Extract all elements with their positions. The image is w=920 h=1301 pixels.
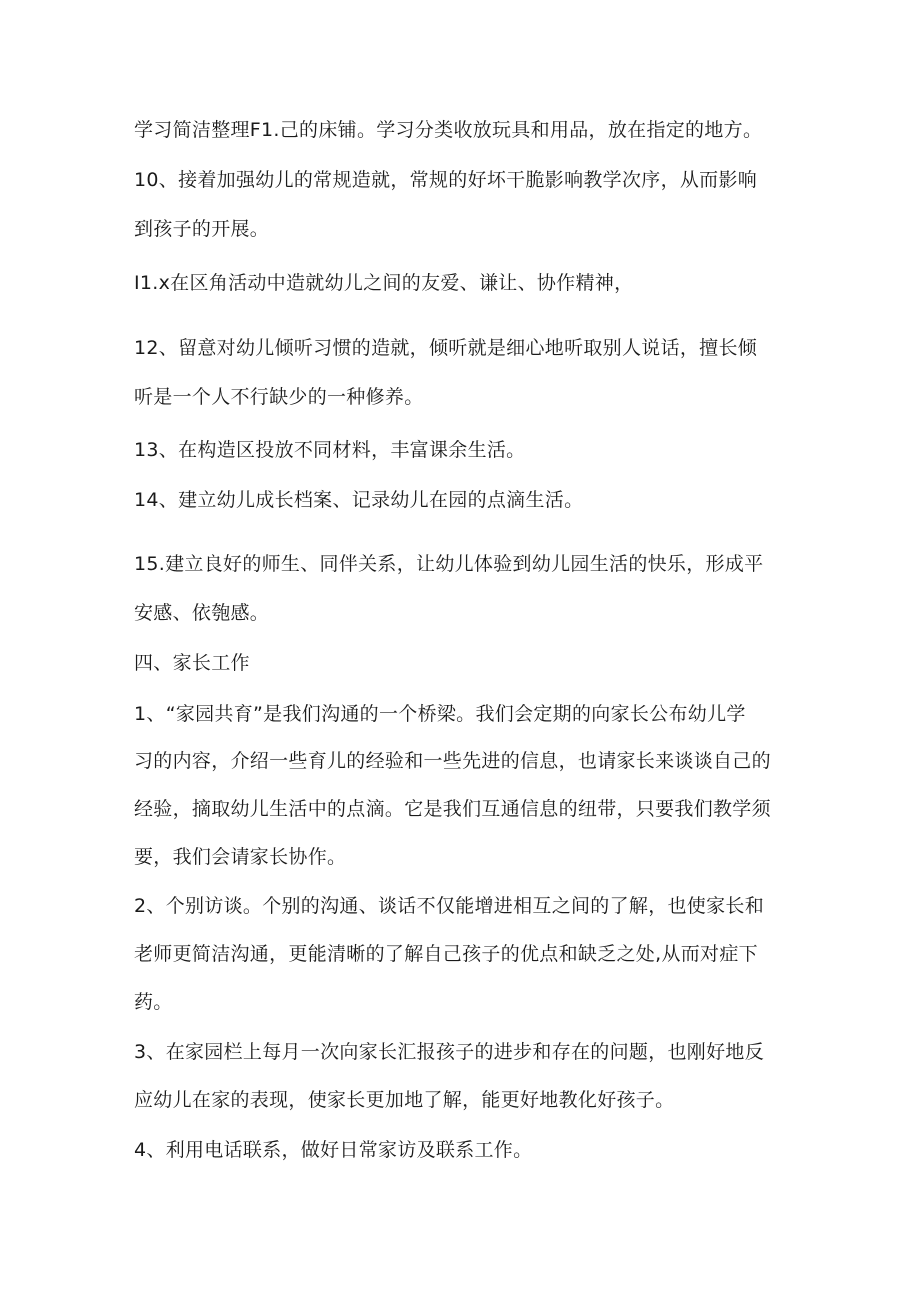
text-line: 经验，摘取幼儿生活中的点滴。它是我们互通信息的纽带，只要我们教学须 [134, 798, 771, 820]
text-line: 10、接着加强幼儿的常规造就，常规的好坏干脆影响教学次序，从而影响 [134, 169, 758, 191]
text-line: 老师更简洁沟通，更能清晰的了解自己孩子的优点和缺乏之处,从而对症下 [134, 943, 758, 965]
text-line: 要，我们会请家长协作。 [134, 846, 347, 868]
text-line: 听是一个人不行缺少的一种修养。 [134, 386, 424, 408]
text-line: 2、个别访谈。个别的沟通、谈话不仅能增进相互之间的了解，也使家长和 [134, 895, 764, 917]
text-line: 习的内容，介绍一些育儿的经验和一些先进的信息，也请家长来谈谈自己的 [134, 750, 771, 772]
text-line: 到孩子的开展。 [134, 218, 270, 240]
text-line: I1.x在区角活动中造就幼儿之间的友爱、谦让、协作精神， [134, 272, 634, 294]
text-line: 应幼儿在家的表现，使家长更加地了解，能更好地教化好孩子。 [134, 1089, 675, 1111]
text-line: 药。 [134, 991, 173, 1013]
section-heading: 四、家长工作 [134, 652, 250, 674]
text-line: 安感、依匏感。 [134, 602, 270, 624]
text-line: 14、建立幼儿成长档案、记录幼儿在园的点滴生活。 [134, 489, 584, 511]
text-line: 4、利用电话联系，做好日常家访及联系工作。 [134, 1139, 533, 1161]
text-line: 3、在家园栏上每月一次向家长汇报孩子的进步和存在的问题，也刚好地反 [134, 1041, 764, 1063]
text-line: 15.建立良好的师生、同伴关系，让幼儿体验到幼儿园生活的快乐，形成平 [134, 553, 764, 575]
text-line: 1、“家园共育”是我们沟通的一个桥梁。我们会定期的向家长公布幼儿学 [134, 703, 746, 725]
text-line: 13、在构造区投放不同材料，丰富课余生活。 [134, 439, 526, 461]
text-line: 学习简洁整理F1.己的床铺。学习分类收放玩具和用品，放在指定的地方。 [134, 119, 763, 141]
text-line: 12、留意对幼儿倾听习惯的造就，倾听就是细心地听取别人说话，擅长倾 [134, 337, 758, 359]
